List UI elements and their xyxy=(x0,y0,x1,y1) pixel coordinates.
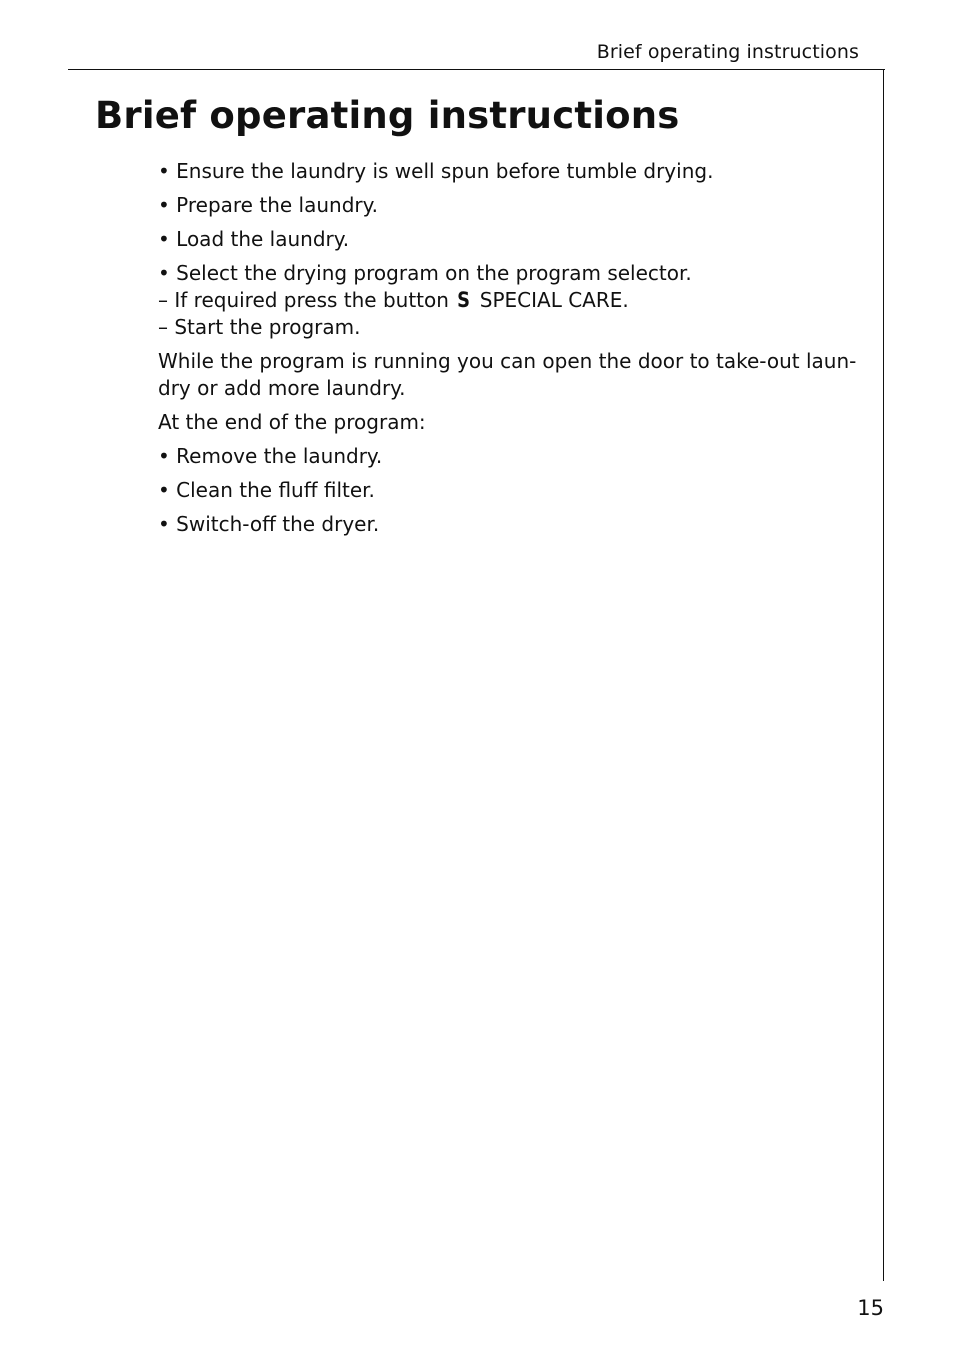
side-rule xyxy=(883,69,884,1281)
substep-special-care xyxy=(158,287,858,314)
step-select-program: • Select the drying program on the program selector. xyxy=(158,261,692,285)
substep-special-care-suffix: SPECIAL CARE. xyxy=(479,288,629,312)
step-prepare-laundry: • Prepare the laundry. xyxy=(158,193,378,217)
special-care-icon: S xyxy=(457,288,471,312)
end-of-program-heading: At the end of the program: xyxy=(158,410,426,434)
substep-start-program: – Start the program. xyxy=(158,315,361,339)
step-remove-laundry: • Remove the laundry. xyxy=(158,444,383,468)
header-rule xyxy=(68,69,885,70)
page-title: Brief operating instructions xyxy=(95,94,680,137)
note-open-door-line1: While the program is running you can open the door to take-out laun- xyxy=(158,349,857,373)
substep-special-care-prefix: – If required press the button xyxy=(158,288,449,312)
step-load-laundry: • Load the laundry. xyxy=(158,227,350,251)
running-header: Brief operating instructions xyxy=(596,41,859,63)
step-spin-laundry: • Ensure the laundry is well spun before tumble drying. xyxy=(158,159,714,183)
step-switch-off-dryer: • Switch-off the dryer. xyxy=(158,512,380,536)
note-open-door-line2: dry or add more laundry. xyxy=(158,376,406,400)
instructions-body xyxy=(158,158,858,538)
step-clean-fluff-filter: • Clean the fluff filter. xyxy=(158,478,375,502)
page-number: 15 xyxy=(857,1296,884,1320)
